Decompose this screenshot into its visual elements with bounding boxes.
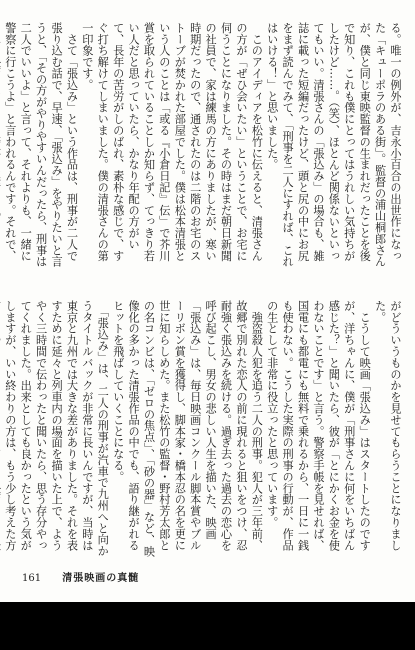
page-number: 161 <box>22 573 42 584</box>
upper-text-column <box>3 22 403 270</box>
running-title: 清張映画の真髄 <box>62 573 140 584</box>
lower-body-text: がどういうものかを見せてもらうことになりました。 こうして映画「張込み」はスタートしたのですが、洋ちゃんに、僕が「刑事さんに何をいちばん感じた？」と聞いたら、彼が「とにかくお金を使わないことです」と言う。警察手帳を見せれば、国電にも都電にも無料で乗れるから、一日に一銭も使わない。こうした実際の刑事の行動が、作品の生として非常に役立ったと思っています。 強盗殺人犯を追う二人の刑事。犯人が三年前、故郷で別れた恋人の前に現れると狙いをつけ、忍耐強く張込みを続ける。過ぎ去った過去の恋心を呼び起こし、男女の悲しい人生を描いた、映画「張込み」は、毎日映画コンクール脚本賞やブルーリボン賞を獲得し、脚本家・橋本忍の名を更に世に知らしめた。また松竹の監督・野村芳太郎との名コンビは、「ゼロの焦点」、「砂の器」など、映像化の多かった清張作品の中でも、語り継がれるヒットを飛ばしていくことになる。 「張込み」は、二人の刑事が汽車で九州へと向かうタイトルバックが非常に長いんですが、当時は東京と九州では大きな差がありました。それを表すために延々と列車内の場面を描いた上で、ようやく三時間で伝わったと聞いたら、思う存分やってくれました。出来としても良かったという気がしますが、いい終わりの方は、もう少し考えた方 <box>3 300 402 557</box>
page-footer <box>22 569 139 584</box>
upper-body-text: る。唯一の例外が、吉永小百合の出世作になった「キューポラのある街」。監督の浦山桐郎さんが、僕と同じ東映監督の生まれだったことを後で知り、これも僕にとってはうれしい気持ちがしたけど……。（笑）、ほとんど関係ないといってもいい。清張さんの「張込み」の場合も、雑誌に載った短編だったけど、頭と尻の中にお尻をまず読んでみて、「刑事を二人にすれば、これはいける！」と思いました。 このアイディアを松竹に伝えると、清張さんの方が「ぜひ会いたい」ということで、お宅に伺うことになりました。その時はまだ朝日新聞の社員で、家は練馬の方にありましたが、寒い時期だったので、通されたのは二階のお宅のストーブが焚かれた部屋でした。僕は松本清張という人のことは「或る『小倉日記』伝」で芥川賞を取られていることしか知らず、てっきり若い人だと思っていたら、かなり年配の方がいて、長年の苦労がしのばれ、素朴な感じで、すぐ打ち解けてしまいました。僕の清張さんの第一印象です。 さて「張込み」という作品は、刑事が二人で張り込む話で、早速、「張込み」をやりたいと言うと、「その方がやりやすいんだったら、刑事は二人でいいよ」と言って、それよりも、一緒に警察に行こうよ」と言われるんです。それで、 <box>3 22 402 268</box>
lower-text-column <box>3 300 403 558</box>
